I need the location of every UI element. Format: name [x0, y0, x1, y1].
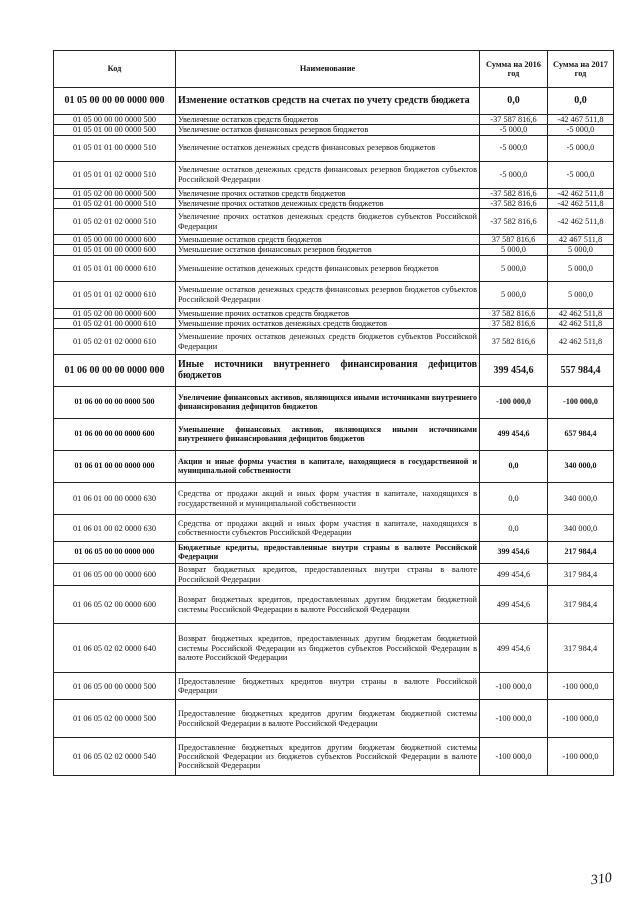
row-code: 01 05 00 00 00 0000 500 — [54, 115, 176, 125]
table-row — [54, 188, 614, 198]
row-code: 01 05 01 01 02 0000 510 — [54, 161, 176, 188]
row-code: 01 06 05 00 00 0000 500 — [54, 673, 176, 700]
row-code: 01 06 05 02 00 0000 500 — [54, 700, 176, 738]
row-code: 01 06 01 00 00 0000 000 — [54, 451, 176, 483]
row-name: Увеличение остатков средств бюджетов — [176, 115, 480, 125]
header-name: Наименование — [176, 51, 480, 88]
table-row — [54, 387, 614, 419]
row-code: 01 06 05 00 00 0000 000 — [54, 542, 176, 564]
row-sum-2016: -100 000,0 — [480, 673, 548, 700]
row-name: Возврат бюджетных кредитов, предоставленных внутри страны в валюте Российской Федерации — [176, 564, 480, 586]
row-sum-2016: 499 454,6 — [480, 564, 548, 586]
row-code: 01 06 01 00 02 0000 630 — [54, 515, 176, 542]
row-code: 01 05 02 01 00 0000 610 — [54, 318, 176, 328]
row-sum-2016: -100 000,0 — [480, 387, 548, 419]
table-row — [54, 542, 614, 564]
row-sum-2016: -5 000,0 — [480, 135, 548, 161]
row-sum-2017: 340 000,0 — [548, 515, 614, 542]
row-sum-2016: 5 000,0 — [480, 245, 548, 255]
row-sum-2017: 557 984,4 — [548, 355, 614, 387]
row-sum-2016: 499 454,6 — [480, 419, 548, 451]
document-page — [53, 50, 613, 776]
table-row — [54, 738, 614, 776]
row-code: 01 05 02 01 02 0000 510 — [54, 209, 176, 235]
row-code: 01 06 05 02 02 0000 540 — [54, 738, 176, 776]
row-sum-2017: 0,0 — [548, 88, 614, 115]
row-code: 01 06 00 00 00 0000 500 — [54, 387, 176, 419]
page-number: 310 — [589, 870, 613, 889]
table-row — [54, 329, 614, 355]
row-sum-2016: 37 582 816,6 — [480, 329, 548, 355]
table-row — [54, 255, 614, 281]
row-sum-2016: 0,0 — [480, 483, 548, 515]
row-name: Возврат бюджетных кредитов, предоставленных другим бюджетам бюджетной системы Российской Федерации из бюджетов субъектов Российской Федерации в валюте Российской Федерации — [176, 624, 480, 673]
row-name: Изменение остатков средств на счетах по учету средств бюджета — [176, 88, 480, 115]
row-name: Увеличение прочих остатков денежных средств бюджетов — [176, 198, 480, 208]
row-code: 01 05 00 00 00 0000 600 — [54, 235, 176, 245]
table-row — [54, 308, 614, 318]
row-sum-2017: -5 000,0 — [548, 135, 614, 161]
row-sum-2016: 5 000,0 — [480, 255, 548, 281]
row-name: Иные источники внутреннего финансирования дефицитов бюджетов — [176, 355, 480, 387]
budget-sources-table — [53, 50, 614, 776]
table-row — [54, 624, 614, 673]
table-row — [54, 483, 614, 515]
row-name: Возврат бюджетных кредитов, предоставленных другим бюджетам бюджетной системы Российской Федерации в валюте Российской Федерации — [176, 586, 480, 624]
row-name: Уменьшение остатков денежных средств финансовых резервов бюджетов — [176, 255, 480, 281]
row-sum-2016: -37 587 816,6 — [480, 115, 548, 125]
row-sum-2017: 5 000,0 — [548, 281, 614, 308]
header-sum-2017: Сумма на 2017 год — [548, 51, 614, 88]
table-row — [54, 673, 614, 700]
row-code: 01 06 00 00 00 0000 000 — [54, 355, 176, 387]
row-sum-2017: 42 462 511,8 — [548, 308, 614, 318]
row-sum-2017: 340 000,0 — [548, 451, 614, 483]
row-name: Уменьшение прочих остатков средств бюджетов — [176, 308, 480, 318]
row-name: Увеличение остатков денежных средств финансовых резервов бюджетов — [176, 135, 480, 161]
row-sum-2016: 0,0 — [480, 515, 548, 542]
row-sum-2016: 499 454,6 — [480, 624, 548, 673]
row-sum-2016: -37 582 816,6 — [480, 198, 548, 208]
row-sum-2017: -42 467 511,8 — [548, 115, 614, 125]
table-row — [54, 355, 614, 387]
row-sum-2017: 340 000,0 — [548, 483, 614, 515]
row-sum-2016: 37 582 816,6 — [480, 318, 548, 328]
row-sum-2016: -37 582 816,6 — [480, 188, 548, 198]
row-code: 01 06 05 02 00 0000 600 — [54, 586, 176, 624]
row-name: Бюджетные кредиты, предоставленные внутри страны в валюте Российской Федерации — [176, 542, 480, 564]
row-sum-2017: -42 462 511,8 — [548, 198, 614, 208]
row-sum-2016: -37 582 816,6 — [480, 209, 548, 235]
row-sum-2017: 5 000,0 — [548, 255, 614, 281]
row-name: Предоставление бюджетных кредитов другим бюджетам бюджетной системы Российской Федерации в валюте Российской Федерации — [176, 700, 480, 738]
table-row — [54, 135, 614, 161]
row-name: Уменьшение остатков средств бюджетов — [176, 235, 480, 245]
row-code: 01 05 01 00 00 0000 500 — [54, 125, 176, 135]
row-code: 01 06 01 00 00 0000 630 — [54, 483, 176, 515]
table-row — [54, 161, 614, 188]
row-code: 01 05 00 00 00 0000 000 — [54, 88, 176, 115]
row-code: 01 05 02 00 00 0000 500 — [54, 188, 176, 198]
table-row — [54, 235, 614, 245]
row-name: Средства от продажи акций и иных форм участия в капитале, находящихся в собственности субъектов Российской Федерации — [176, 515, 480, 542]
row-sum-2016: 499 454,6 — [480, 586, 548, 624]
table-body — [54, 88, 614, 776]
row-sum-2016: 5 000,0 — [480, 281, 548, 308]
row-name: Увеличение остатков денежных средств финансовых резервов бюджетов субъектов Российской Федерации — [176, 161, 480, 188]
row-sum-2017: 657 984,4 — [548, 419, 614, 451]
row-sum-2017: -5 000,0 — [548, 125, 614, 135]
row-name: Средства от продажи акций и иных форм участия в капитале, находящихся в государственной и муниципальной собственности — [176, 483, 480, 515]
table-row — [54, 515, 614, 542]
row-code: 01 06 05 02 02 0000 640 — [54, 624, 176, 673]
table-row — [54, 564, 614, 586]
row-sum-2016: 37 587 816,6 — [480, 235, 548, 245]
header-sum-2016: Сумма на 2016 год — [480, 51, 548, 88]
row-name: Увеличение прочих остатков средств бюджетов — [176, 188, 480, 198]
row-sum-2016: 399 454,6 — [480, 542, 548, 564]
row-sum-2017: 217 984,4 — [548, 542, 614, 564]
row-code: 01 05 01 01 00 0000 610 — [54, 255, 176, 281]
table-row — [54, 88, 614, 115]
row-sum-2017: 5 000,0 — [548, 245, 614, 255]
row-sum-2017: 317 984,4 — [548, 624, 614, 673]
row-code: 01 05 02 01 02 0000 610 — [54, 329, 176, 355]
row-code: 01 05 02 01 00 0000 510 — [54, 198, 176, 208]
table-row — [54, 115, 614, 125]
row-name: Увеличение остатков финансовых резервов бюджетов — [176, 125, 480, 135]
row-name: Уменьшение остатков финансовых резервов бюджетов — [176, 245, 480, 255]
row-sum-2016: -5 000,0 — [480, 125, 548, 135]
row-name: Увеличение финансовых активов, являющихся иными источниками внутреннего финансирования дефицитов бюджетов — [176, 387, 480, 419]
row-code: 01 06 00 00 00 0000 600 — [54, 419, 176, 451]
row-sum-2016: -100 000,0 — [480, 738, 548, 776]
row-sum-2017: -100 000,0 — [548, 387, 614, 419]
row-sum-2016: 37 582 816,6 — [480, 308, 548, 318]
table-row — [54, 318, 614, 328]
row-name: Уменьшение прочих остатков денежных средств бюджетов — [176, 318, 480, 328]
row-sum-2017: -100 000,0 — [548, 673, 614, 700]
row-sum-2017: 42 462 511,8 — [548, 318, 614, 328]
row-sum-2017: -42 462 511,8 — [548, 188, 614, 198]
row-code: 01 05 01 01 02 0000 610 — [54, 281, 176, 308]
row-sum-2016: -5 000,0 — [480, 161, 548, 188]
row-name: Предоставление бюджетных кредитов другим бюджетам бюджетной системы Российской Федерации из бюджетов субъектов Российской Федерации в валюте Российской Федерации — [176, 738, 480, 776]
row-code: 01 05 01 00 00 0000 600 — [54, 245, 176, 255]
row-name: Акции и иные формы участия в капитале, находящиеся в государственной и муниципальной собственности — [176, 451, 480, 483]
row-sum-2017: 42 467 511,8 — [548, 235, 614, 245]
table-row — [54, 281, 614, 308]
row-sum-2016: 0,0 — [480, 88, 548, 115]
row-sum-2017: 42 462 511,8 — [548, 329, 614, 355]
row-code: 01 05 01 01 00 0000 510 — [54, 135, 176, 161]
row-code: 01 05 02 00 00 0000 600 — [54, 308, 176, 318]
row-name: Предоставление бюджетных кредитов внутри страны в валюте Российской Федерации — [176, 673, 480, 700]
table-row — [54, 209, 614, 235]
row-sum-2017: -42 462 511,8 — [548, 209, 614, 235]
table-header-row — [54, 51, 614, 88]
row-sum-2017: -100 000,0 — [548, 738, 614, 776]
row-sum-2017: 317 984,4 — [548, 586, 614, 624]
row-sum-2016: -100 000,0 — [480, 700, 548, 738]
row-code: 01 06 05 00 00 0000 600 — [54, 564, 176, 586]
row-name: Уменьшение финансовых активов, являющихся иными источниками внутреннего финансирования дефицитов бюджетов — [176, 419, 480, 451]
row-name: Уменьшение остатков денежных средств финансовых резервов бюджетов субъектов Российской Федерации — [176, 281, 480, 308]
table-row — [54, 198, 614, 208]
table-row — [54, 125, 614, 135]
row-sum-2017: 317 984,4 — [548, 564, 614, 586]
row-sum-2016: 399 454,6 — [480, 355, 548, 387]
table-row — [54, 451, 614, 483]
row-name: Увеличение прочих остатков денежных средств бюджетов субъектов Российской Федерации — [176, 209, 480, 235]
table-row — [54, 245, 614, 255]
table-row — [54, 419, 614, 451]
row-sum-2016: 0,0 — [480, 451, 548, 483]
row-sum-2017: -100 000,0 — [548, 700, 614, 738]
header-code: Код — [54, 51, 176, 88]
row-name: Уменьшение прочих остатков денежных средств бюджетов субъектов Российской Федерации — [176, 329, 480, 355]
table-row — [54, 700, 614, 738]
table-row — [54, 586, 614, 624]
row-sum-2017: -5 000,0 — [548, 161, 614, 188]
